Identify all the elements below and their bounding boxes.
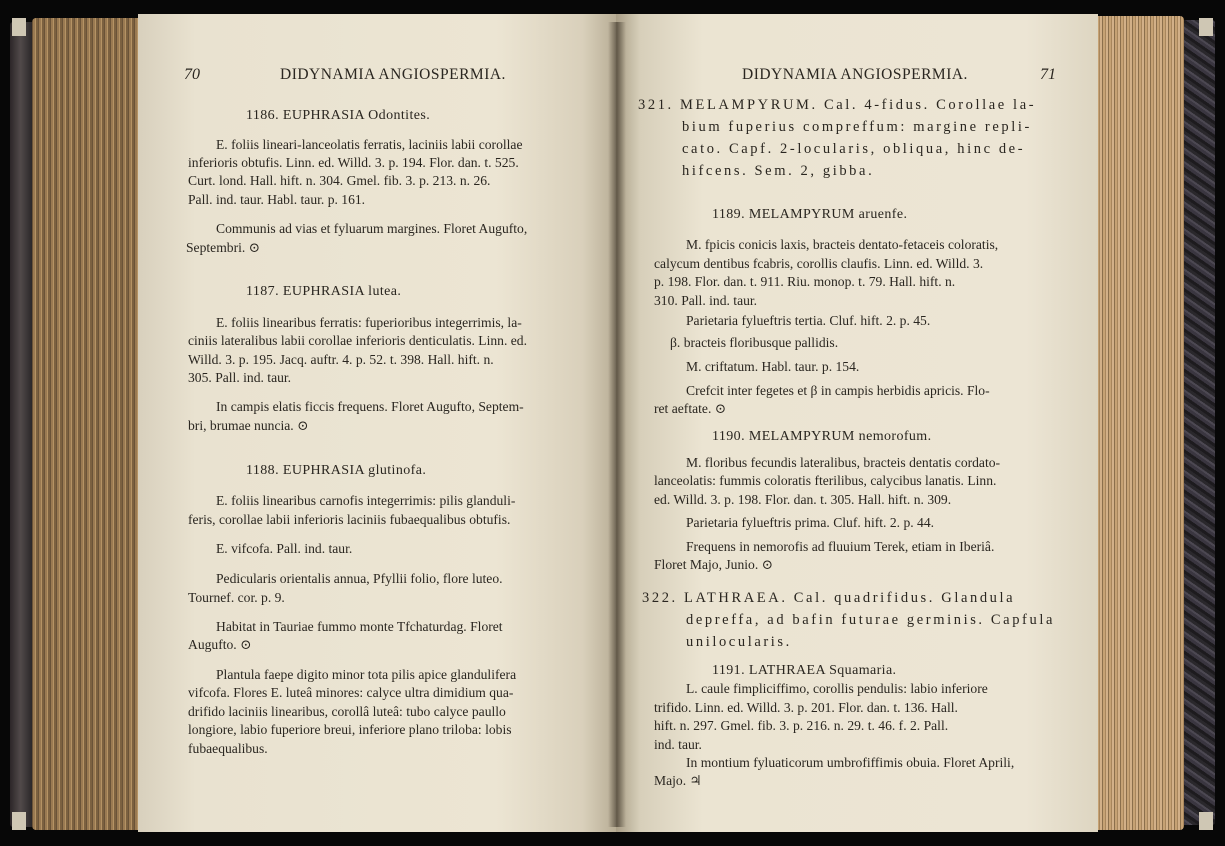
text-line: Parietaria fylueftris prima. Cluf. hift. 2. p. 44.: [686, 515, 935, 530]
text-line: bium fuperius compreffum: margine repli-: [682, 119, 1032, 135]
cover-corner: [12, 812, 26, 830]
left-page-edges: [32, 18, 150, 830]
text-line: 305. Pall. ind. taur.: [188, 370, 292, 385]
text-line: Willd. 3. p. 195. Jacq. auftr. 4. p. 52. t. 398. Hall. hift. n.: [188, 352, 494, 367]
text-line: Septembri. ⊙: [186, 240, 261, 255]
text-line: 310. Pall. ind. taur.: [654, 293, 758, 308]
text-line: Frequens in nemorofis ad fluuium Terek, etiam in Iberiâ.: [686, 539, 995, 554]
running-header: DIDYNAMIA ANGIOSPERMIA.: [280, 66, 506, 83]
text-line: Majo. ♃: [654, 773, 702, 788]
text-line: longiore, labio fuperiore breui, inferiore plano triloba: lobis: [188, 722, 512, 737]
text-line: In montium fyluaticorum umbrofiffimis obuia. Floret Aprili,: [686, 755, 1015, 770]
open-book: [10, 14, 1215, 832]
text-line: E. foliis linearibus carnofis integerrimis: pilis glanduli-: [216, 493, 516, 508]
text-line: Augufto. ⊙: [188, 637, 252, 652]
text-line: vifcofa. Flores E. luteâ minores: calyce ultra dimidium qua-: [188, 685, 514, 700]
text-line: Pall. ind. taur. Habl. taur. p. 161.: [188, 192, 366, 207]
text-line: β. bracteis floribusque pallidis.: [670, 335, 839, 350]
species-heading: 1187. EUPHRASIA lutea.: [246, 284, 402, 299]
species-heading: 1186. EUPHRASIA Odontites.: [246, 108, 431, 123]
text-line: drifido laciniis linearibus, corollâ luteâ: tubo calyce paullo: [188, 704, 506, 719]
text-line: p. 198. Flor. dan. t. 911. Riu. monop. t. 79. Hall. hift. n.: [654, 274, 956, 289]
species-heading: 1191. LATHRAEA Squamaria.: [712, 663, 897, 678]
book-gutter: [608, 22, 626, 827]
text-line: M. criftatum. Habl. taur. p. 154.: [686, 359, 860, 374]
text-line: trifido. Linn. ed. Willd. 3. p. 201. Flor. dan. t. 136. Hall.: [654, 700, 958, 715]
text-line: calycum dentibus fcabris, corollis claufis. Linn. ed. Willd. 3.: [654, 256, 984, 271]
text-line: Tournef. cor. p. 9.: [188, 590, 285, 605]
text-line: Floret Majo, Junio. ⊙: [654, 557, 774, 572]
text-line: M. fpicis conicis laxis, bracteis dentato-fetaceis coloratis,: [686, 237, 999, 252]
text-line: Habitat in Tauriae fummo monte Tfchaturdag. Floret: [216, 619, 503, 634]
text-line: E. foliis lineari-lanceolatis ferratis, laciniis labii corollae: [216, 137, 523, 152]
text-line: ret aeftate. ⊙: [654, 401, 727, 416]
species-heading: 1188. EUPHRASIA glutinofa.: [246, 463, 427, 478]
page-number: 71: [1040, 66, 1056, 83]
text-line: hifcens. Sem. 2, gibba.: [682, 163, 875, 179]
cover-corner: [1199, 18, 1213, 36]
text-line: cato. Capf. 2-locularis, obliqua, hinc de-: [682, 141, 1026, 157]
genus-heading: 322. LATHRAEA. Cal. quadrifidus. Glandula: [642, 590, 1016, 606]
genus-heading: 321. MELAMPYRUM. Cal. 4-fidus. Corollae la-: [638, 97, 1037, 113]
text-line: ciniis lateralibus labii corollae inferioris denticulatis. Linn. ed.: [188, 333, 527, 348]
right-cover-marbled: [1179, 20, 1215, 825]
text-line: Pedicularis orientalis annua, Pfyllii folio, flore luteo.: [216, 571, 503, 586]
species-heading: 1189. MELAMPYRUM aruenfe.: [712, 207, 908, 222]
text-line: fubaequalibus.: [188, 741, 268, 756]
text-line: feris, corollae labii inferioris laciniis fubaequalibus obtufis.: [188, 512, 511, 527]
cover-corner: [12, 18, 26, 36]
text-line: L. caule fimpliciffimo, corollis pendulis: labio inferiore: [686, 681, 988, 696]
species-heading: 1190. MELAMPYRUM nemorofum.: [712, 429, 932, 444]
text-line: bri, brumae nuncia. ⊙: [188, 418, 309, 433]
text-line: Crefcit inter fegetes et β in campis herbidis apricis. Flo-: [686, 383, 990, 398]
right-page: [616, 14, 1098, 832]
text-line: Communis ad vias et fyluarum margines. Floret Augufto,: [216, 221, 528, 236]
text-line: Plantula faepe digito minor tota pilis apice glandulifera: [216, 667, 517, 682]
text-line: In campis elatis ficcis frequens. Floret Augufto, Septem-: [216, 399, 524, 414]
text-line: unilocularis.: [686, 634, 792, 650]
text-line: ind. taur.: [654, 737, 702, 752]
text-line: E. vifcofa. Pall. ind. taur.: [216, 541, 353, 556]
page-number: 70: [184, 66, 200, 83]
text-line: Parietaria fylueftris tertia. Cluf. hift. 2. p. 45.: [686, 313, 931, 328]
left-page: [138, 14, 616, 832]
text-line: ed. Willd. 3. p. 198. Flor. dan. t. 305. Hall. hift. n. 309.: [654, 492, 952, 507]
running-header: DIDYNAMIA ANGIOSPERMIA.: [742, 66, 968, 83]
text-line: inferioris obtufis. Linn. ed. Willd. 3. p. 194. Flor. dan. t. 525.: [188, 155, 519, 170]
text-line: lanceolatis: fummis coloratis fterilibus, calycibus lanatis. Linn.: [654, 473, 997, 488]
text-line: E. foliis linearibus ferratis: fuperioribus integerrimis, la-: [216, 315, 522, 330]
cover-corner: [1199, 812, 1213, 830]
right-page-edges: [1096, 16, 1184, 830]
text-line: M. floribus fecundis lateralibus, bracteis dentatis cordato-: [686, 455, 1001, 470]
text-line: depreffa, ad bafin futurae germinis. Capfula: [686, 612, 1055, 628]
text-line: hift. n. 297. Gmel. fib. 3. p. 216. n. 29. t. 46. f. 2. Pall.: [654, 718, 949, 733]
text-line: Curt. lond. Hall. hift. n. 304. Gmel. fib. 3. p. 213. n. 26.: [188, 173, 491, 188]
